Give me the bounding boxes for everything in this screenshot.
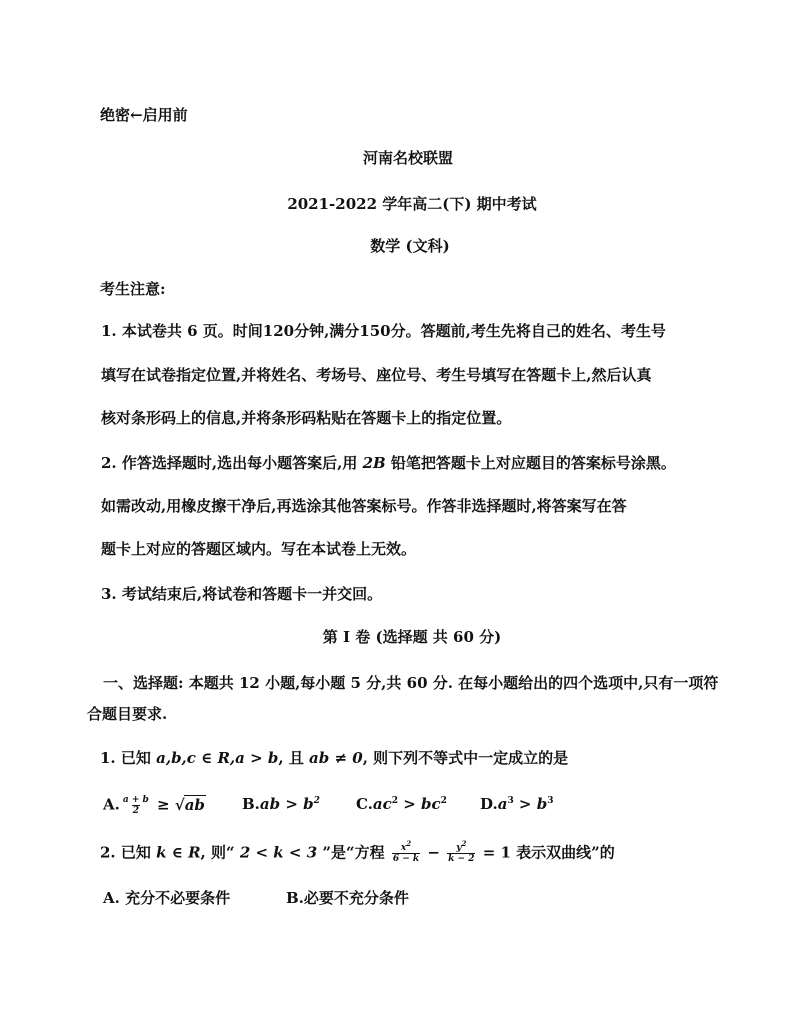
question-2-stem <box>100 839 615 864</box>
question-1-option-a <box>103 795 206 816</box>
math-expression: 2 < k < 3 <box>239 843 318 862</box>
exponent: 3 <box>507 796 514 806</box>
numerator <box>455 839 467 853</box>
math-expression: ab > b <box>259 795 314 813</box>
fraction <box>447 839 475 864</box>
stem-text: 已知 <box>120 749 157 767</box>
numerator <box>400 839 412 853</box>
exam-title: 2021-2022 学年高二(下) 期中考试 <box>287 195 537 213</box>
numerator-variable: x <box>400 843 407 853</box>
exponent: 2 <box>406 839 412 848</box>
option-label: A. <box>103 795 120 814</box>
notice-line: 如需改动,用橡皮擦干净后,再选涂其他答案标号。作答非选择题时,将答案写在答 <box>101 497 627 515</box>
math-expression: > bc <box>398 795 441 813</box>
notice-line: 填写在试卷指定位置,并将姓名、考场号、座位号、考生号填写在答题卡上,然后认真 <box>101 366 652 384</box>
option-label: B. <box>286 889 304 907</box>
denominator: k − 2 <box>448 854 475 864</box>
notice-line: 核对条形码上的信息,并将条形码粘贴在答题卡上的指定位置。 <box>101 409 512 427</box>
option-text: 充分不必要条件 <box>125 889 231 907</box>
section-title: 第 I 卷 (选择题 共 60 分) <box>322 628 502 646</box>
stem-text: , 则下列不等式中一定成立的是 <box>362 749 569 767</box>
exponent: 2 <box>313 796 320 806</box>
stem-text: 表示双曲线”的 <box>510 843 615 862</box>
question-2-option-b <box>286 889 409 907</box>
fraction <box>122 795 150 816</box>
option-label: C. <box>356 795 373 813</box>
exponent: 2 <box>461 839 467 848</box>
organization-title: 河南名校联盟 <box>362 149 454 167</box>
numerator-variable: y <box>456 843 462 853</box>
notice-text: 铅笔把答题卡上对应题目的答案标号涂黑。 <box>385 454 676 472</box>
notice-line: 题卡上对应的答题区域内。写在本试卷上无效。 <box>101 540 417 558</box>
numerator: a + b <box>122 795 149 805</box>
confidential-mark: 绝密←启用前 <box>100 106 188 124</box>
relation: ≥ <box>151 795 175 814</box>
denominator: 6 − k <box>392 854 420 864</box>
option-text: 必要不充分条件 <box>303 889 409 907</box>
option-label: D. <box>480 795 498 813</box>
math-expression: a,b,c ∈ R,a > b <box>156 749 279 767</box>
notice-line: 3. 考试结束后,将试卷和答题卡一并交回。 <box>101 585 383 603</box>
question-number: 1. <box>100 749 121 767</box>
option-label: A. <box>103 889 126 907</box>
math-expression: > b <box>513 795 548 813</box>
section-intro: 合题目要求. <box>87 705 168 723</box>
stem-text: , 且 <box>278 749 310 767</box>
notice-title: 考生注意: <box>100 280 166 298</box>
notice-text: 2. 作答选择题时,选出每小题答案后,用 <box>101 454 363 472</box>
stem-text: , 则“ <box>200 843 240 862</box>
radical-sign: √ <box>174 795 185 814</box>
question-1-option-b <box>242 795 320 813</box>
notice-line <box>101 454 676 472</box>
exponent: 2 <box>391 796 399 806</box>
question-1-option-c <box>356 795 447 813</box>
pencil-type: 2B <box>362 454 386 472</box>
question-1-option-d <box>480 795 553 813</box>
section-intro: 一、选择题: 本题共 12 小题,每小题 5 分,共 60 分. 在每小题给出的四个选项中,只有一项符 <box>103 674 719 692</box>
equals-one: = 1 <box>477 843 511 862</box>
exponent: 3 <box>547 796 554 806</box>
stem-text: 已知 <box>120 843 157 862</box>
question-number: 2. <box>100 843 121 862</box>
denominator: 2 <box>132 806 139 816</box>
question-2-option-a <box>103 889 230 907</box>
notice-line: 1. 本试卷共 6 页。时间120分钟,满分150分。答题前,考生先将自己的姓名、考生号 <box>101 322 666 340</box>
minus-sign: − <box>422 843 446 862</box>
math-expression: k ∈ R <box>156 843 201 862</box>
question-1-stem <box>100 749 568 767</box>
subject-title: 数学 (文科) <box>370 237 450 255</box>
exponent: 2 <box>440 796 447 806</box>
fraction <box>392 839 420 864</box>
radicand: ab <box>184 795 205 814</box>
square-root <box>175 796 206 814</box>
math-expression: ac <box>372 795 392 813</box>
math-expression: a <box>497 795 508 813</box>
option-label: B. <box>242 795 260 813</box>
stem-text: ”是“方程 <box>317 843 390 862</box>
math-expression: ab ≠ 0 <box>309 749 363 767</box>
